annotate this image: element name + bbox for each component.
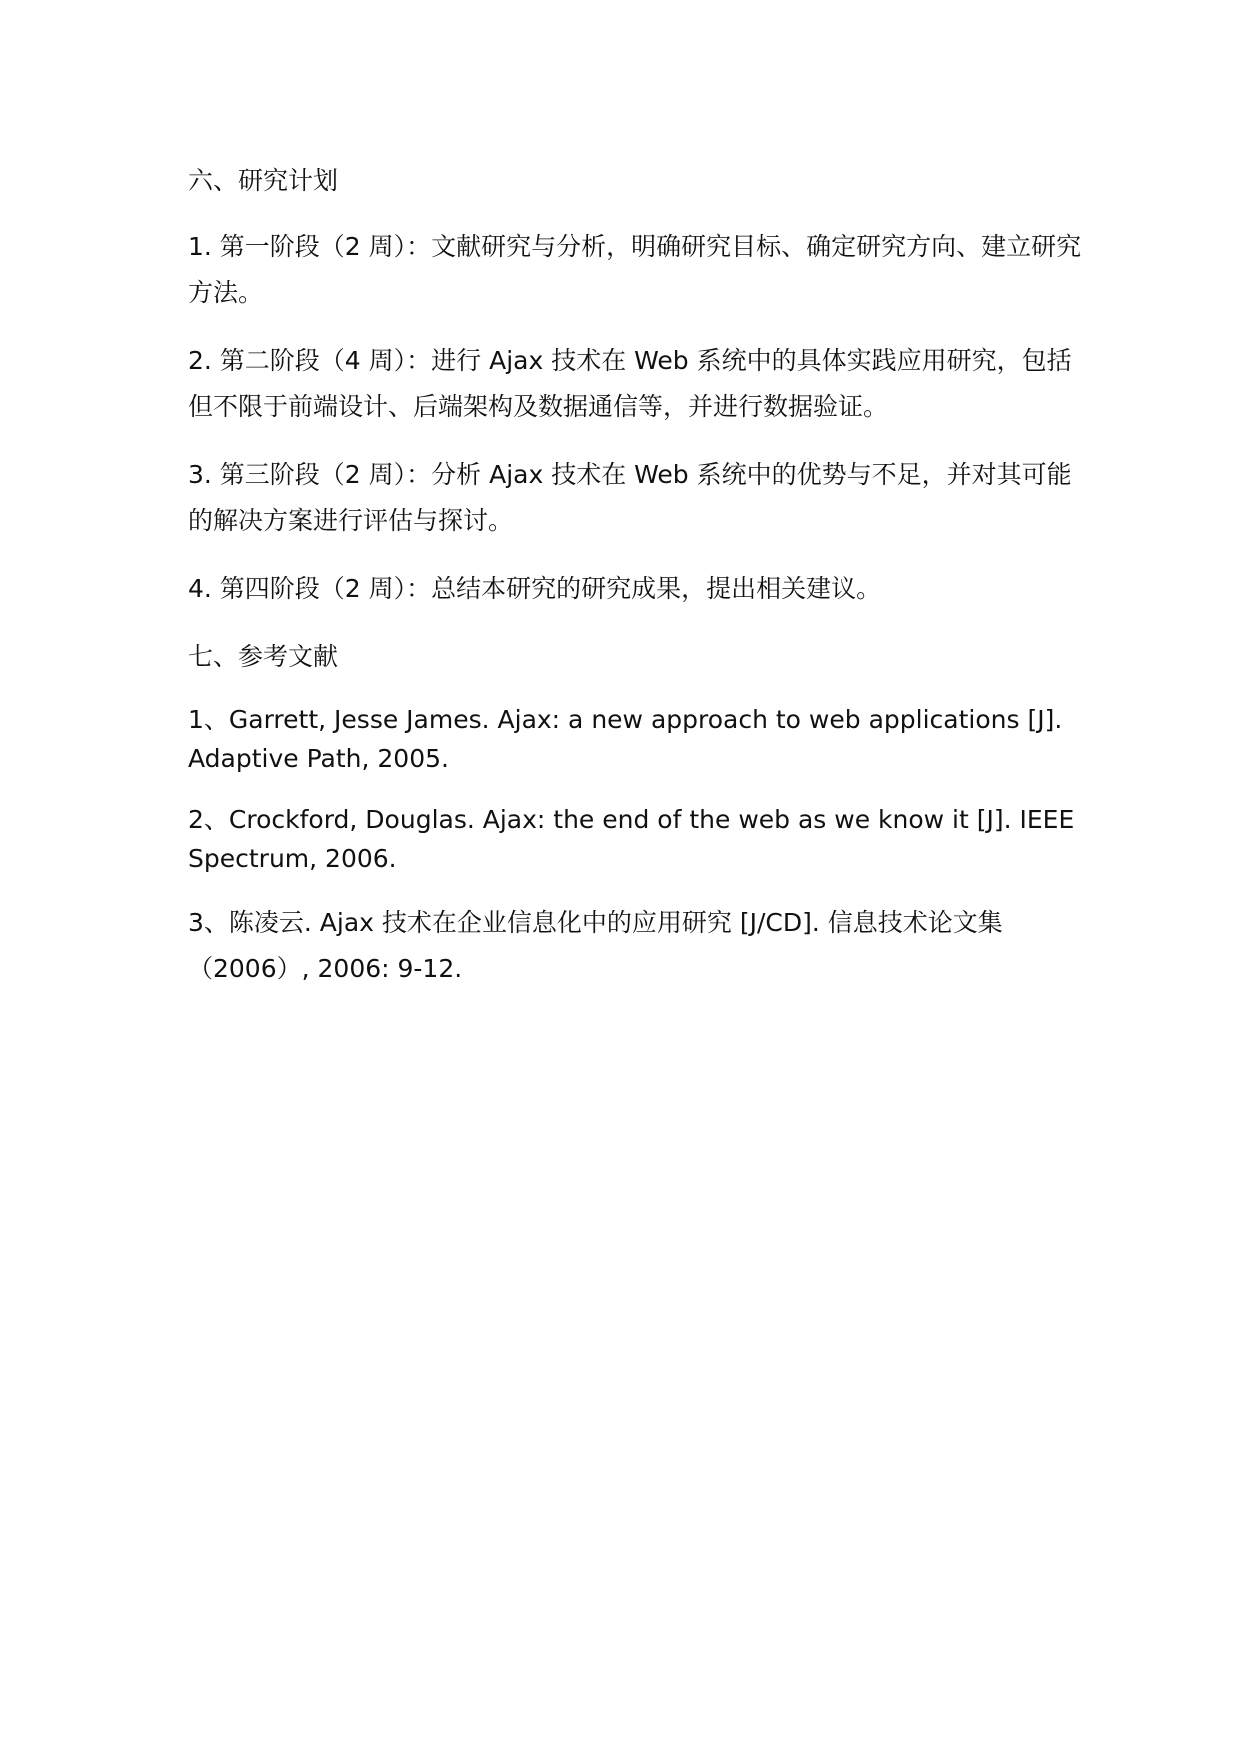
reference-item-1: 1、Garrett, Jesse James. Ajax: a new approach to web applications [J]. Adaptive Path, 2005. xyxy=(188,705,1063,773)
section-heading-references: 七、参考文献 xyxy=(188,642,339,671)
document-content xyxy=(188,158,1088,1014)
plan-item-3: 3. 第三阶段（2 周）：分析 Ajax 技术在 Web 系统中的优势与不足，并对其可能的解决方案进行评估与探讨。 xyxy=(188,460,1072,535)
section-heading-research-plan: 六、研究计划 xyxy=(188,166,339,195)
reference-item-3: 3、陈凌云. Ajax 技术在企业信息化中的应用研究 [J/CD]. 信息技术论文集（2006）, 2006: 9-12. xyxy=(188,908,1003,983)
reference-item-2: 2、Crockford, Douglas. Ajax: the end of the web as we know it [J]. IEEE Spectrum, 2006. xyxy=(188,805,1075,873)
plan-item-4: 4. 第四阶段（2 周）：总结本研究的研究成果，提出相关建议。 xyxy=(188,574,882,603)
plan-item-2: 2. 第二阶段（4 周）：进行 Ajax 技术在 Web 系统中的具体实践应用研究，包括但不限于前端设计、后端架构及数据通信等，并进行数据验证。 xyxy=(188,346,1072,421)
plan-item-1: 1. 第一阶段（2 周）：文献研究与分析，明确研究目标、确定研究方向、建立研究方法。 xyxy=(188,232,1082,307)
